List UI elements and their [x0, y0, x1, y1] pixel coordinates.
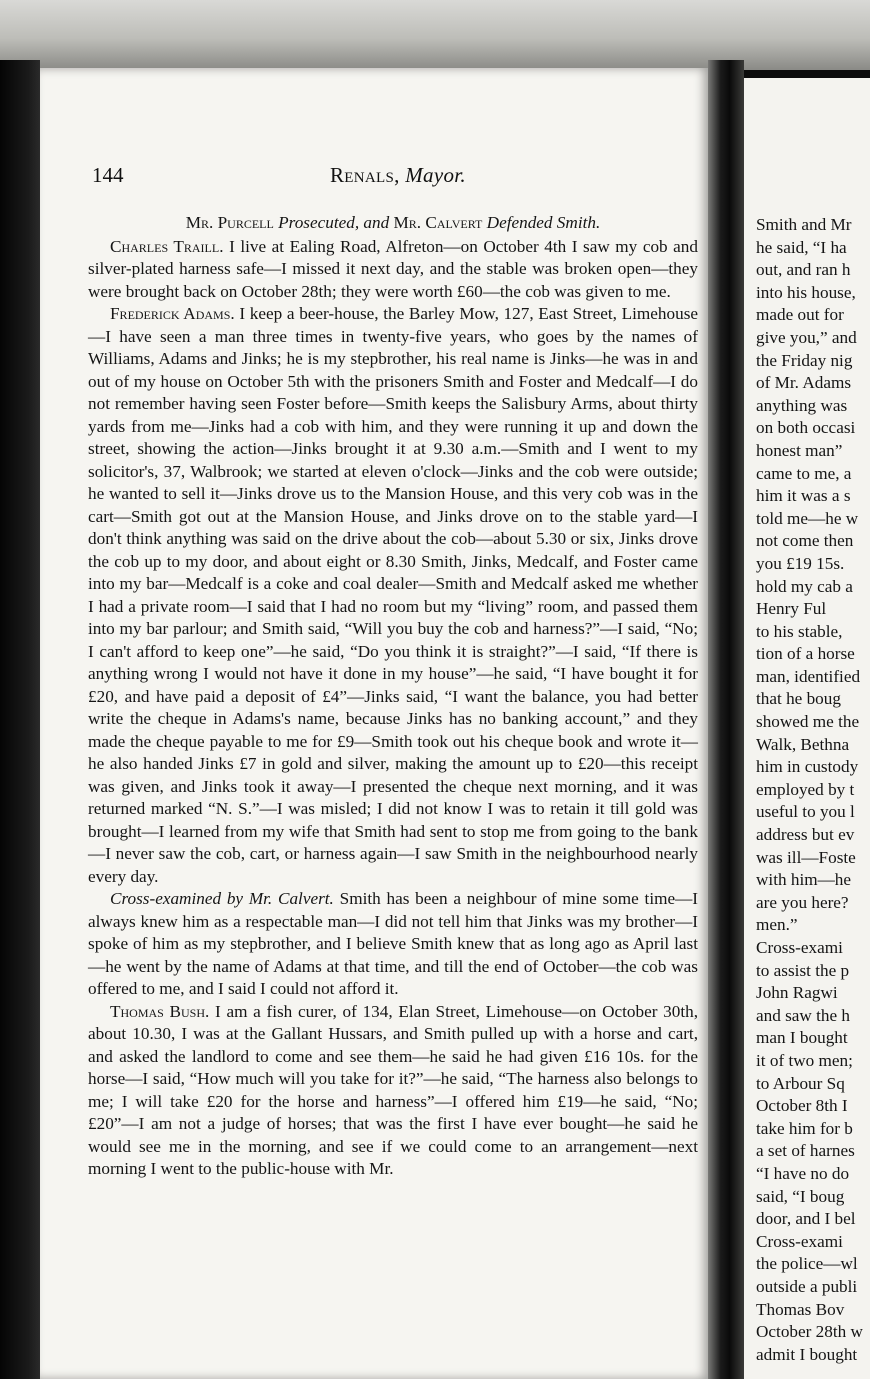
right-page-line: anything was: [756, 395, 848, 415]
right-page-line: told me—he w: [756, 508, 859, 528]
testimony-paragraph: [88, 236, 698, 304]
speaker-name: Frederick Adams.: [110, 304, 235, 323]
page-header: [92, 163, 692, 189]
right-page: [744, 78, 870, 1379]
right-page-line: employed by t: [756, 779, 855, 799]
right-page-line: into his house,: [756, 282, 856, 302]
speaker-name: Charles Traill.: [110, 236, 224, 256]
right-page-line: hold my cab a: [756, 576, 853, 596]
right-page-line: take him for b: [756, 1118, 853, 1138]
right-page-text: [756, 214, 870, 1366]
book-gutter: [708, 60, 744, 1379]
right-page-line: on both occasi: [756, 418, 856, 438]
right-page-line: man, identified: [756, 666, 861, 686]
right-page-line: the Friday nig: [756, 350, 853, 370]
right-page-line: door, and I bel: [756, 1209, 856, 1229]
right-page-line: made out for: [756, 305, 844, 325]
right-page-line: Walk, Bethna: [756, 734, 850, 754]
right-page-line: outside a publi: [756, 1276, 858, 1296]
speaker-name: Thomas Bush.: [110, 1001, 210, 1021]
right-page-line: address but ev: [756, 825, 855, 845]
scan-left-edge: [0, 60, 40, 1379]
right-page-line: Smith and Mr: [756, 215, 852, 234]
right-page-line: came to me, a: [756, 463, 852, 483]
right-page-line: him it was a s: [756, 486, 851, 506]
right-page-line: October 28th w: [756, 1322, 863, 1342]
right-page-line: you £19 15s.: [756, 553, 845, 573]
right-page-line: with him—he: [756, 870, 852, 890]
right-page-line: useful to you l: [756, 802, 855, 822]
right-page-line: Henry Ful: [756, 599, 827, 619]
right-page-line: are you here?: [756, 892, 849, 912]
right-page-line: it of two men;: [756, 1050, 853, 1070]
testimony-paragraph: [88, 888, 698, 1001]
testimony-paragraph: [88, 303, 698, 888]
right-page-line: him in custody: [756, 757, 859, 777]
testimony-text: Smith has been a neighbour of mine some time—I always knew him as a respectable man—I did not tell him that Jinks was my brother—I spoke of him as my stepbrother, and I believe Smith knew that as long ago as April last—he went by the name of Adams at that time, and till the end of October—the cob was offered to me, and I said I could not afford it.: [88, 889, 698, 998]
speaker-name: Cross-examined by Mr. Calvert.: [110, 889, 334, 908]
testimony-text: I am a fish curer, of 134, Elan Street, Limehouse—on October 30th, about 10.30, I was at the Gallant Hussars, and Smith pulled up with a horse and cart, and asked the landlord to come and see them—he said he had given £16 10s. for the horse—I said, “How much will you take for it?”—he said, “The harness also belongs to me; I will take £20 for the horse and harness”—I offered him £19—he said, “No; £20”—I am not a judge of horses; that was the first I have ever bought—he said he would see me in the morning, and see if we could come to an arrangement—next morning I went to the public-house with Mr.: [88, 1001, 698, 1178]
right-page-line: showed me the: [756, 712, 860, 732]
testimony-text: I live at Ealing Road, Alfreton—on October 4th I saw my cob and silver-plated harness safe—I missed it next day, and the stable was broken open—they were brought back on October 28th; they were worth £60—the cob was given to me.: [88, 236, 698, 301]
right-page-line: was ill—Foste: [756, 847, 856, 867]
right-page-line: admit I bought: [756, 1344, 858, 1364]
right-page-line: to assist the p: [756, 960, 850, 980]
right-page-line: men.”: [756, 915, 798, 935]
right-page-line: honest man”: [756, 440, 843, 460]
right-page-line: said, “I boug: [756, 1186, 845, 1206]
testimony-text: I keep a beer-house, the Barley Mow, 127, East Street, Limehouse—I have seen a man three times in twenty-five years, who goes by the names of Williams, Adams and Jinks; he is my stepbrother, his real name is Jinks—he was in and out of my house on October 5th with the prisoners Smith and Foster and Medcalf—I do not remember having seen Foster before—Smith keeps the Salisbury Arms, about thirty yards from me—Jinks had a cob with him, and they were running it up and down the street, showing the action—Jinks brought it at 9.30 a.m.—Smith and I went to my solicitor's, 37, Walbrook; we started at eleven o'clock—Jinks and the cob were outside; he wanted to sell it—Jinks drove us to the Mansion House, and this very cob was in the cart—Smith got out at the Mansion House, and Jinks drove on to the stable yard—I don't think anything was said on the drive about the cob—about 5.30 or six, Jinks drove the cob up to my door, and about eight or 8.30 Smith, Jinks, Medcalf, and Foster came into my bar—Medcalf is a coke and coal dealer—Smith and Medcalf asked me whether I had a private room—I said that I had no room but my “living” room, and passed them into my bar parlour; and Smith said, “Will you buy the cob and harness?”—I said, “No; I can't afford to keep one”—he said, “Do you think it is straight?”—I said, “If there is anything wrong I would not have it done in my house”—he said, “I have bought it for £20, and have paid a deposit of £4”—Jinks said, “I want the balance, you had better write the cheque in Adams's name, because Jinks has no banking account,” and they made the cheque payable to me for £9—Smith took out his cheque book and wrote it—he also handed Jinks £7 in gold and silver, making the amount up to £20—this receipt was given, and Jinks took it away—I presented the cheque next morning, and it was returned marked “N. S.”—I was misled; I did not know I was to retain it till gold was brought—I learned from my wife that Smith had sent to stop me from going to the bank—I never saw the cob, cart, or harness again—I saw Smith in the neighbourhood nearly every day.: [88, 304, 699, 886]
right-page-line: man I bought: [756, 1028, 848, 1048]
right-page-line: Thomas Bov: [756, 1299, 845, 1319]
testimony-paragraph: [88, 1001, 698, 1181]
right-page-line: Cross-exami: [756, 1231, 843, 1251]
right-page-line: tion of a horse: [756, 644, 855, 664]
right-page-line: John Ragwi: [756, 983, 838, 1003]
right-page-line: the police—wl: [756, 1254, 858, 1274]
right-page-line: out, and ran h: [756, 260, 851, 280]
right-page-line: and saw the h: [756, 1005, 851, 1025]
right-page-line: to Arbour Sq: [756, 1073, 845, 1093]
right-page-line: give you,” and: [756, 327, 857, 347]
right-page-line: “I have no do: [756, 1163, 850, 1183]
right-page-line: to his stable,: [756, 621, 843, 641]
right-page-line: a set of harnes: [756, 1141, 855, 1161]
right-page-line: Cross-exami: [756, 938, 843, 957]
right-page-line: he said, “I ha: [756, 237, 847, 257]
page-number: 144: [92, 163, 124, 187]
right-page-line: October 8th I: [756, 1096, 848, 1116]
case-heading: Mr. Purcell Prosecuted, and Mr. Calvert Defended Smith.: [185, 213, 601, 232]
right-page-line: that he boug: [756, 689, 841, 709]
right-page-line: of Mr. Adams: [756, 373, 852, 393]
left-page-text: [88, 212, 698, 1181]
right-page-line: not come then: [756, 531, 854, 551]
running-title: Renals, Mayor.: [330, 163, 466, 187]
